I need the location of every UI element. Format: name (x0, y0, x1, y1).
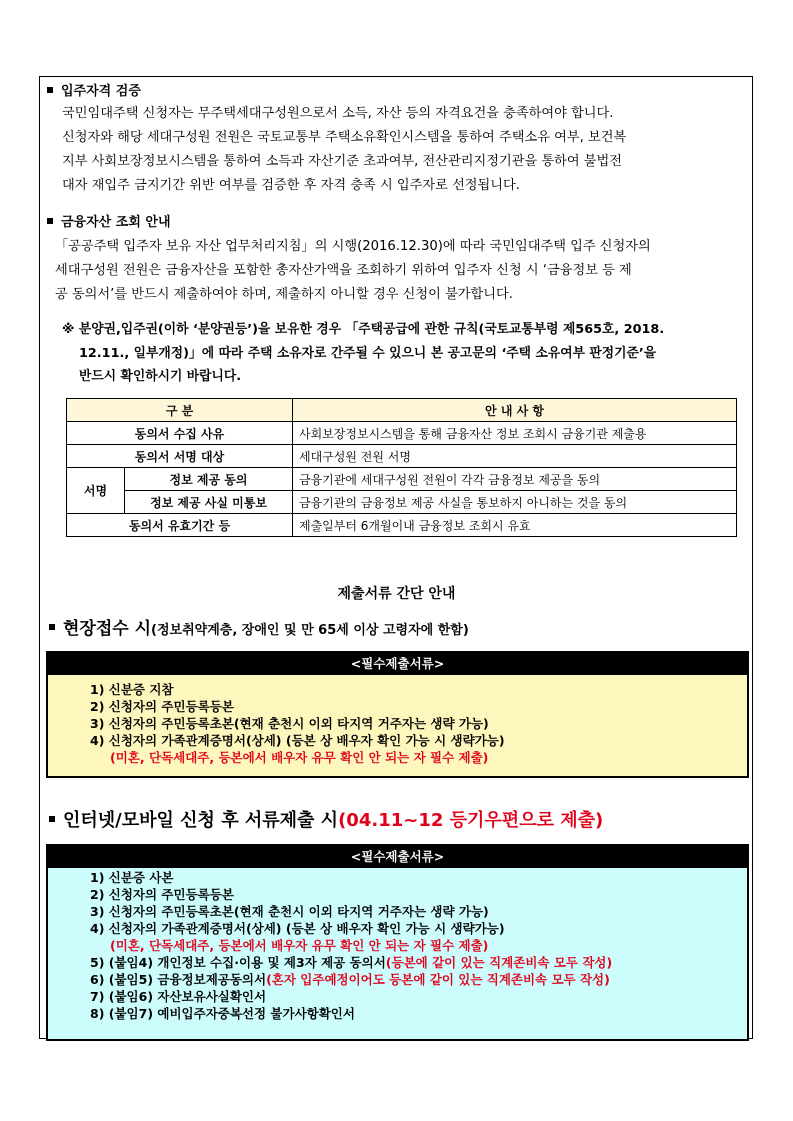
section-heading-eligibility: 입주자격 검증 (47, 80, 141, 99)
list-item: 5) (붙임4) 개인정보 수집·이용 및 제3자 제공 동의서(등본에 같이 있는 직계존비속 모두 작성) (90, 955, 613, 970)
text-line: 대자 재입주 금지기간 위반 여부를 검증한 후 자격 충족 시 입주자로 선정됩니다. (62, 178, 520, 193)
list-item: 7) (붙임6) 자산보유사실확인서 (90, 989, 267, 1004)
list-item: 1) 신분증 사본 (90, 870, 174, 885)
list-item-red-note: (미혼, 단독세대주, 등본에서 배우자 유무 확인 안 되는 자 필수 제출) (110, 938, 489, 953)
note-line: 반드시 확인하시기 바랍니다. (79, 369, 242, 384)
table-header-row (67, 399, 737, 422)
text-line: 세대구성원 전원은 금융자산을 포함한 총자산가액을 조회하기 위하여 입주자 신청 시 ‘금융정보 등 제 (55, 263, 632, 278)
list-item: 8) (붙임7) 예비입주자중복선정 불가사항확인서 (90, 1006, 355, 1021)
table-cell-label: 정보 제공 사실 미통보 (125, 491, 293, 514)
section-heading-financial: 금융자산 조회 안내 (47, 211, 171, 230)
text-line: 신청자와 해당 세대구성원 전원은 국토교통부 주택소유확인시스템을 통하여 주택소유 여부, 보건복 (62, 130, 627, 145)
online-heading-deadline: (04.11~12 등기우편으로 제출) (338, 810, 604, 831)
online-docs-list (48, 868, 747, 1022)
text-line: 공 동의서’를 반드시 제출하여야 하며, 제출하지 아니할 경우 신청이 불가합니다. (55, 287, 513, 302)
online-heading: 인터넷/모바일 신청 후 서류제출 시(04.11~12 등기우편으로 제출) (49, 806, 603, 832)
bullet-square-icon (49, 624, 55, 630)
text-line: 국민임대주택 신청자는 무주택세대구성원으로서 소득, 자산 등의 자격요건을 충족하여야 합니다. (62, 106, 614, 121)
table-cell-label: 동의서 수집 사유 (67, 422, 293, 445)
table-header-info: 안 내 사 항 (293, 399, 737, 422)
list-item: 3) 신청자의 주민등록초본(현재 춘천시 이외 타지역 거주자는 생략 가능) (90, 904, 489, 919)
list-item: 4) 신청자의 가족관계증명서(상세) (등본 상 배우자 확인 가능 시 생략가능) (90, 921, 505, 936)
list-item: 4) 신청자의 가족관계증명서(상세) (등본 상 배우자 확인 가능 시 생략가능) (90, 733, 505, 748)
table-row (67, 422, 737, 445)
table-cell-value: 제출일부터 6개월이내 금융정보 조회시 유효 (293, 514, 737, 537)
list-item: 1) 신분증 지참 (90, 682, 174, 697)
list-item-red-note: (미혼, 단독세대주, 등본에서 배우자 유무 확인 안 되는 자 필수 제출) (110, 750, 489, 765)
table-row (67, 468, 737, 491)
bullet-square-icon (49, 816, 55, 822)
table-cell-value: 세대구성원 전원 서명 (293, 445, 737, 468)
onsite-heading: 현장접수 시(정보취약계층, 장애인 및 만 65세 이상 고령자에 한함) (49, 614, 469, 639)
table-row (67, 514, 737, 537)
onsite-docs-list (48, 675, 747, 766)
online-required-docs-box (46, 844, 749, 1041)
table-header-category: 구 분 (67, 399, 293, 422)
note-line: ※ 분양권,입주권(이하 ‘분양권등’)을 보유한 경우 「주택공급에 관한 규칙(국토교통부령 제565호, 2018. (62, 322, 665, 337)
required-docs-bar: <필수제출서류> (48, 653, 747, 675)
table-cell-label: 정보 제공 동의 (125, 468, 293, 491)
list-item: 6) (붙임5) 금융정보제공동의서(혼자 입주예정이어도 등본에 같이 있는 직계존비속 모두 작성) (90, 972, 610, 987)
text-line: 「공공주택 입주자 보유 자산 업무처리지침」의 시행(2016.12.30)에 따라 국민임대주택 입주 신청자의 (55, 239, 651, 254)
text-line: 지부 사회보장정보시스템을 통하여 소득과 자산기준 초과여부, 전산관리지정기관을 통하여 불법전 (62, 154, 623, 169)
table-cell-value: 금융기관에 세대구성원 전원이 각각 금융정보 제공을 동의 (293, 468, 737, 491)
onsite-required-docs-box (46, 651, 749, 778)
onsite-heading-sub: (정보취약계층, 장애인 및 만 65세 이상 고령자에 한함) (151, 623, 469, 638)
financial-paragraph (55, 235, 747, 307)
eligibility-paragraph (62, 102, 747, 198)
bullet-square-icon (47, 218, 53, 224)
table-cell-value: 금융기관의 금융정보 제공 사실을 통보하지 아니하는 것을 동의 (293, 491, 737, 514)
list-item: 2) 신청자의 주민등록등본 (90, 887, 234, 902)
table-row (67, 445, 737, 468)
bullet-square-icon (47, 87, 53, 93)
required-docs-bar: <필수제출서류> (48, 846, 747, 868)
presale-note (62, 318, 664, 389)
note-line: 12.11., 일부개정)」에 따라 주택 소유자로 간주될 수 있으니 본 공고문의 ‘주택 소유여부 판정기준’을 (79, 345, 657, 361)
table-cell-label: 동의서 서명 대상 (67, 445, 293, 468)
table-cell-value: 사회보장정보시스템을 통해 금융자산 정보 조회시 금융기관 제출용 (293, 422, 737, 445)
consent-info-table (66, 398, 737, 537)
list-item: 2) 신청자의 주민등록등본 (90, 699, 234, 714)
table-cell-label: 동의서 유효기간 등 (67, 514, 293, 537)
list-item: 3) 신청자의 주민등록초본(현재 춘천시 이외 타지역 거주자는 생략 가능) (90, 716, 489, 731)
table-row (67, 491, 737, 514)
table-cell-group: 서명 (67, 468, 125, 514)
documents-guide-title: 제출서류 간단 안내 (337, 586, 456, 602)
